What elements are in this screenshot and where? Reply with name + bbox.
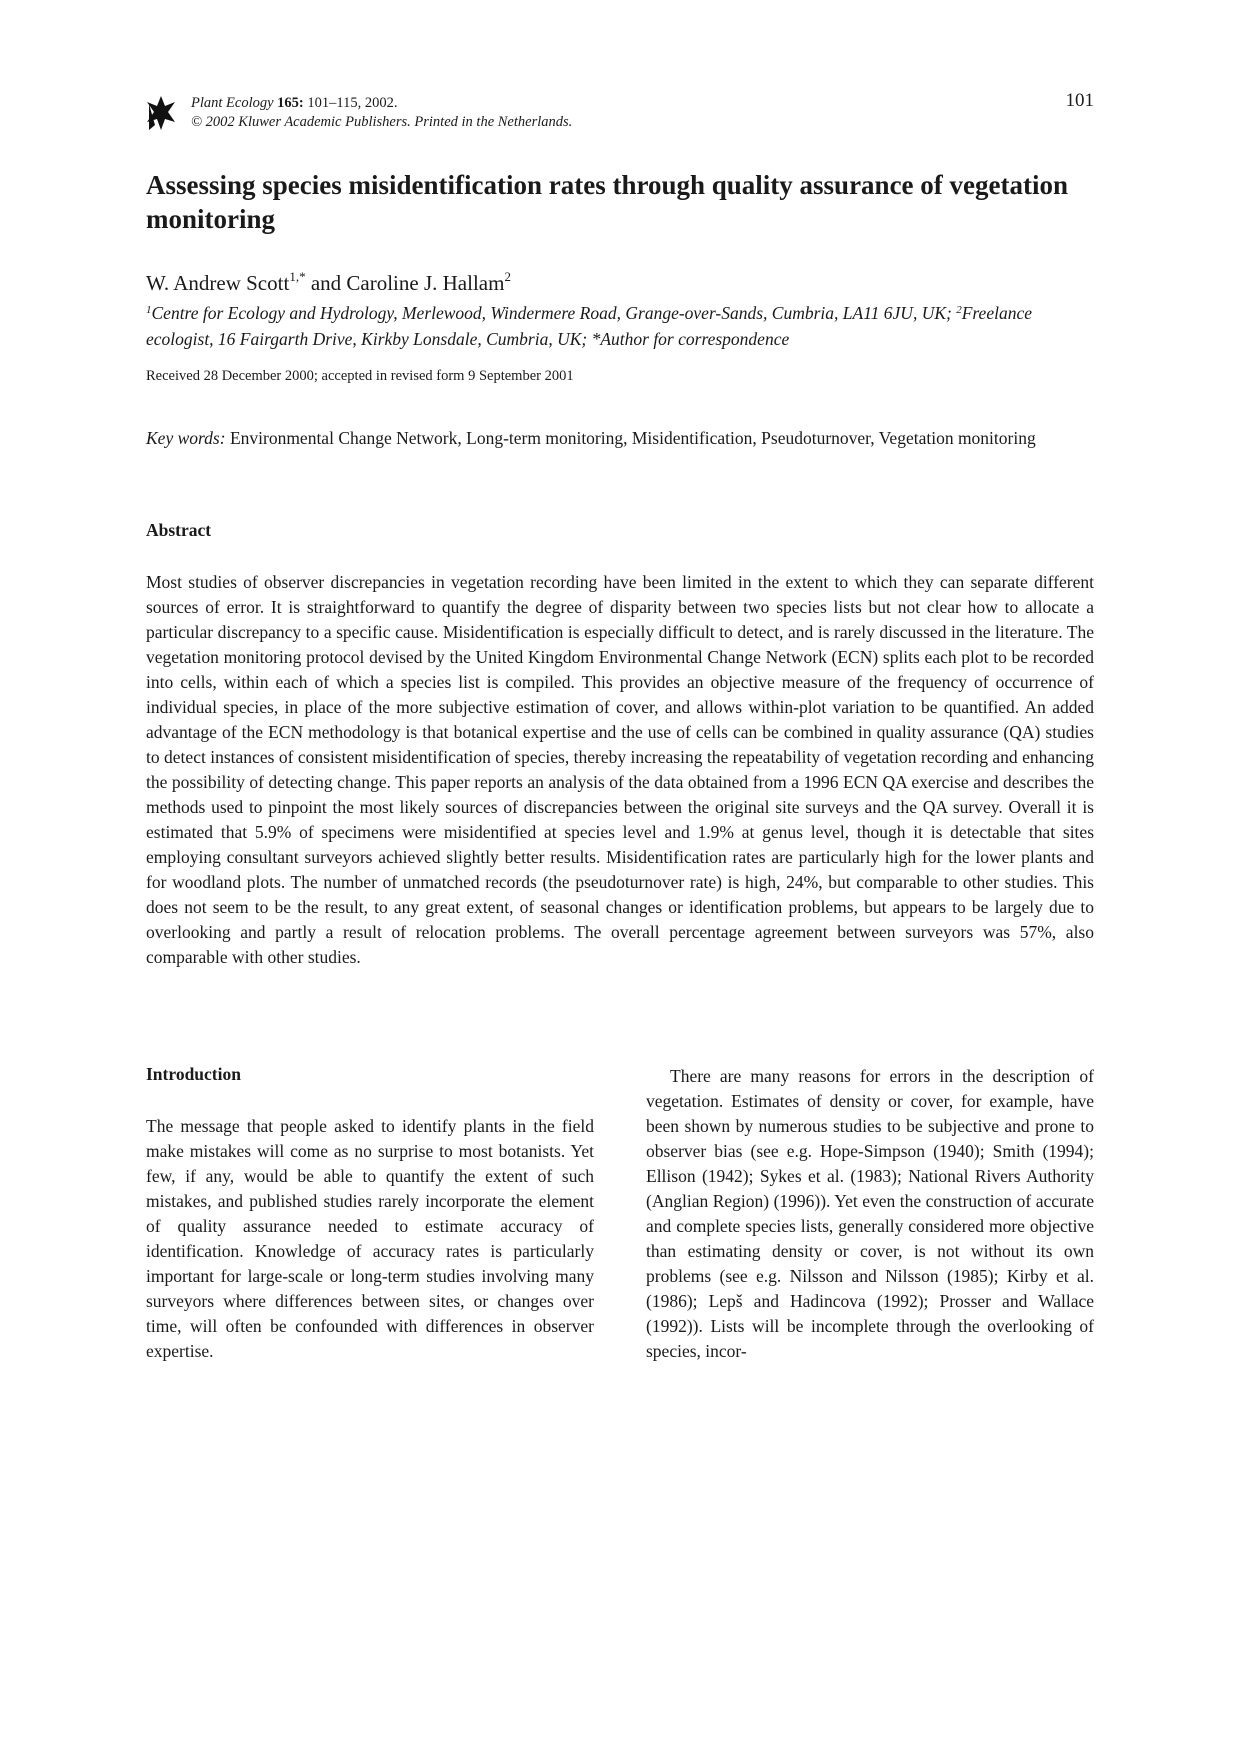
page-number: 101 bbox=[1065, 90, 1094, 111]
journal-volume: 165: bbox=[277, 95, 304, 111]
author-1-superscript: 1,* bbox=[289, 269, 306, 284]
author-2-superscript: 2 bbox=[504, 269, 511, 284]
paper-page bbox=[146, 0, 1094, 1755]
introduction-paragraph-1: The message that people asked to identify plants in the field make mistakes will come as no surprise to most botanists. Yet few, if any, would be able to quantify the extent of such mistakes, and published studies rarely incorporate the element of quality assurance needed to estimate accuracy of identification. Knowledge of accuracy rates is particularly important for large-scale or long-term studies involving many surveyors where differences between sites, or changes over time, will often be confounded with differences in observer expertise. bbox=[146, 1116, 594, 1361]
keywords-label: Key words: bbox=[146, 428, 226, 448]
abstract-heading: Abstract bbox=[146, 520, 212, 540]
author-1: W. Andrew Scott bbox=[146, 271, 290, 295]
paper-title: Assessing species misidentification rates through quality assurance of vegetation monitoring bbox=[146, 170, 1068, 234]
keywords-text: Environmental Change Network, Long-term monitoring, Misidentification, Pseudoturnover, Vegetation monitoring bbox=[225, 428, 1036, 448]
page-header bbox=[146, 90, 1094, 136]
author-list bbox=[146, 270, 511, 296]
publisher-logo-icon bbox=[146, 94, 176, 132]
affiliation-2: Freelance ecologist, 16 Fairgarth Drive, Kirkby Lonsdale, Cumbria, UK; *Author for correspondence bbox=[146, 303, 1032, 349]
introduction-paragraph-2: There are many reasons for errors in the description of vegetation. Estimates of density or cover, for example, have been shown by numerous studies to be subjective and prone to observer bias (see e.g. Hope-Simpson (1940); Smith (1994); Ellison (1942); Sykes et al. (1983); National Rivers Authority (Anglian Region) (1996)). Yet even the construction of accurate and complete species lists, generally considered more objective than estimating density or cover, is not without its own problems (see e.g. Nilsson and Nilsson (1985); Kirby et al. (1986); Lepš and Hadincova (1992); Prosser and Wallace (1992)). Lists will be incomplete through the overlooking of species, incor- bbox=[646, 1066, 1094, 1361]
affiliation-1: Centre for Ecology and Hydrology, Merlewood, Windermere Road, Grange-over-Sands, Cumbria, LA11 6JU, UK; bbox=[151, 303, 957, 323]
abstract-text: Most studies of observer discrepancies in vegetation recording have been limited in the extent to which they can separate different sources of error. It is straightforward to quantify the degree of disparity between two species lists but not clear how to allocate a particular discrepancy to a specific cause. Misidentification is especially difficult to detect, and is rarely discussed in the literature. The vegetation monitoring protocol devised by the United Kingdom Environmental Change Network (ECN) splits each plot to be recorded into cells, within each of which a species list is compiled. This provides an objective measure of the frequency of occurrence of individual species, in place of the more subjective estimation of cover, and allows within-plot variation to be quantified. An added advantage of the ECN methodology is that botanical expertise and the use of cells can be combined in quality assurance (QA) studies to detect instances of consistent misidentification of species, thereby increasing the repeatability of vegetation recording and enhancing the possibility of detecting change. This paper reports an analysis of the data obtained from a 1996 ECN QA exercise and describes the methods used to pinpoint the most likely sources of discrepancies between the original site surveys and the QA survey. Overall it is estimated that 5.9% of specimens were misidentified at species level and 1.9% at genus level, though it is detectable that sites employing consultant surveyors achieved slightly better results. Misidentification rates are particularly high for the lower plants and for woodland plots. The number of unmatched records (the pseudoturnover rate) is high, 24%, but comparable to other studies. This does not seem to be the result, to any great extent, of seasonal changes or identification problems, but appears to be largely due to overlooking and partly a result of relocation problems. The overall percentage agreement between surveyors was 57%, also comparable with other studies. bbox=[146, 572, 1094, 967]
journal-name: Plant Ecology bbox=[191, 95, 274, 111]
affiliations bbox=[146, 300, 1094, 352]
journal-citation bbox=[191, 94, 572, 132]
affiliation-2-superscript: 2 bbox=[956, 304, 962, 316]
author-2: Caroline J. Hallam bbox=[346, 271, 505, 295]
received-dates: Received 28 December 2000; accepted in revised form 9 September 2001 bbox=[146, 368, 574, 384]
introduction-heading: Introduction bbox=[146, 1064, 241, 1084]
journal-pages-year: 101–115, 2002. bbox=[303, 95, 398, 111]
copyright-line: © 2002 Kluwer Academic Publishers. Printed in the Netherlands. bbox=[191, 114, 573, 130]
keywords bbox=[146, 426, 1094, 451]
author-connector: and bbox=[305, 271, 347, 295]
affiliation-1-superscript: 1 bbox=[146, 304, 152, 316]
